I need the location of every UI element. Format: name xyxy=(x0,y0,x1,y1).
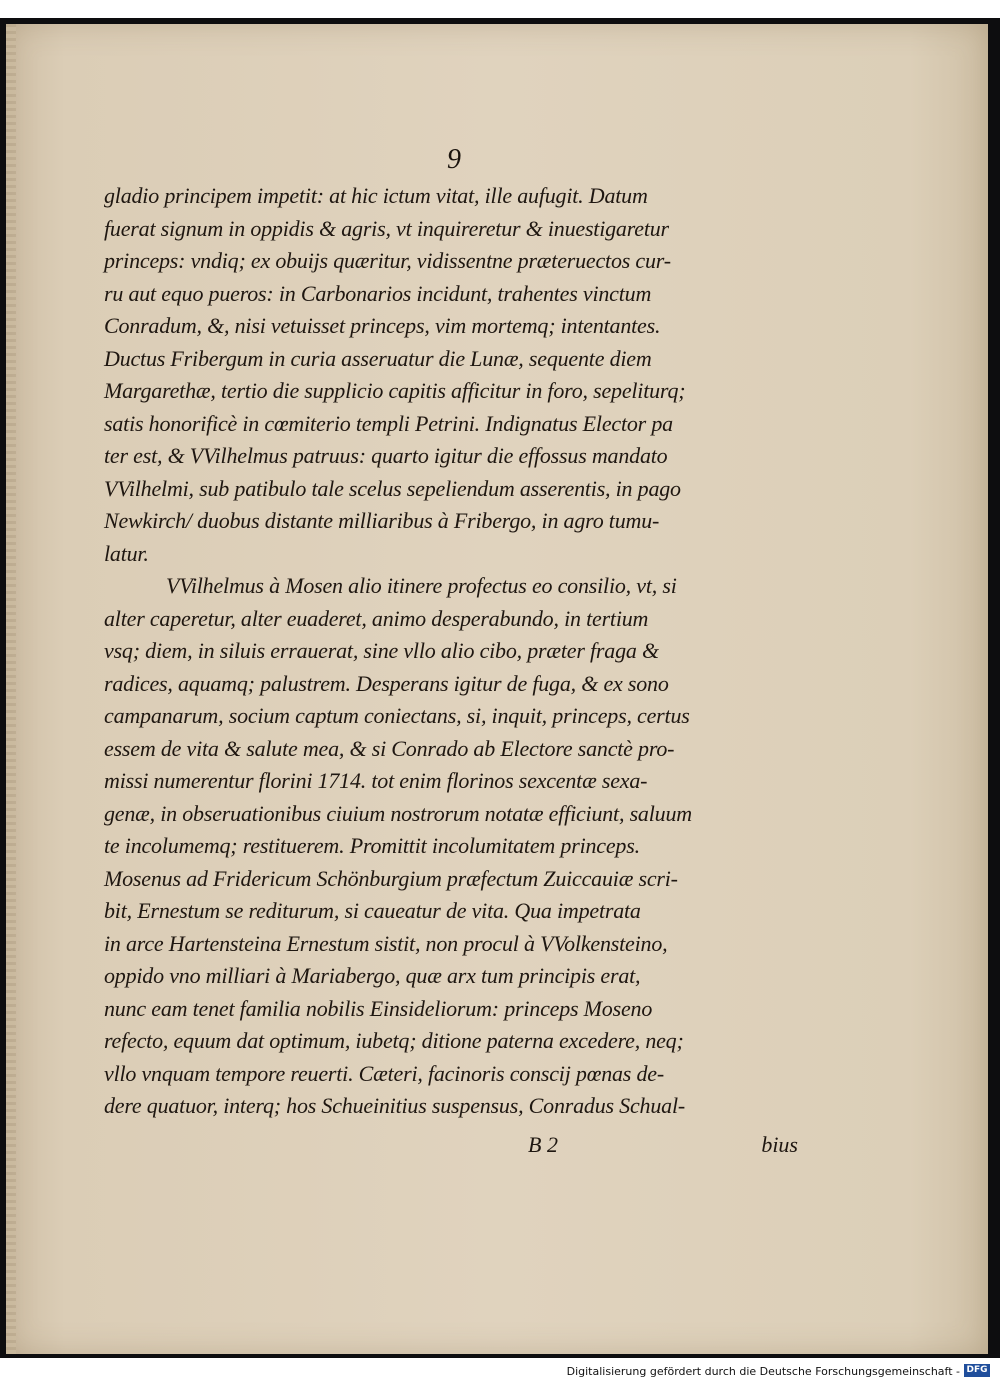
text-line: dere quatuor, interq; hos Schueinitius suspensus, Conradus Schual- xyxy=(104,1093,685,1118)
dfg-logo-icon[interactable]: DFG xyxy=(964,1364,990,1377)
text-line: satis honorificè in cœmiterio templi Petrini. Indignatus Elector pa xyxy=(104,410,673,436)
text-line: nunc eam tenet familia nobilis Einsideliorum: princeps Moseno xyxy=(104,995,653,1021)
catchword: bius xyxy=(761,1132,798,1157)
body-text xyxy=(104,180,798,1123)
text-line: missi numerentur florini 1714. tot enim florinos sexcentæ sexa- xyxy=(104,768,648,793)
text-line: oppido vno milliari à Mariabergo, quæ arx tum principis erat, xyxy=(104,963,641,988)
text-line: alter caperetur, alter euaderet, animo desperabundo, in tertium xyxy=(104,605,649,631)
text-line: VVilhelmus à Mosen alio itinere profectus eo consilio, vt, si xyxy=(166,573,677,598)
text-line: genæ, in obseruationibus ciuium nostrorum notatæ efficiunt, saluum xyxy=(104,800,692,826)
text-line: ter est, & VVilhelmus patruus: quarto igitur die effossus mandato xyxy=(104,443,668,468)
text-line: Conradum, &, nisi vetuisset princeps, vim mortemq; intentantes. xyxy=(104,313,661,338)
text-line: princeps: vndiq; ex obuijs quæritur, vidissentne præteruectos cur- xyxy=(104,248,671,273)
text-line: refecto, equum dat optimum, iubetq; ditione paterna excedere, neq; xyxy=(104,1028,684,1053)
text-line: Newkirch/ duobus distante milliaribus à Fribergo, in agro tumu- xyxy=(104,508,660,533)
catchword-row xyxy=(104,1132,798,1162)
text-line: Margarethæ, tertio die supplicio capitis afficitur in foro, sepeliturq; xyxy=(104,378,686,403)
text-line: fuerat signum in oppidis & agris, vt inquireretur & inuestigaretur xyxy=(104,215,669,241)
text-line: campanarum, socium captum coniectans, si, inquit, princeps, certus xyxy=(104,703,690,728)
text-line: vsq; diem, in siluis errauerat, sine vllo alio cibo, præter fraga & xyxy=(104,638,659,663)
funding-notice: Digitalisierung gefördert durch die Deutsche Forschungsgemeinschaft - xyxy=(566,1365,960,1378)
book-page xyxy=(6,24,988,1354)
text-line: Ductus Fribergum in curia asseruatur die Lunæ, sequente diem xyxy=(104,345,652,371)
text-line: in arce Hartensteina Ernestum sistit, non procul à VVolkensteino, xyxy=(104,930,668,956)
text-line: latur. xyxy=(104,540,149,566)
signature-mark: B 2 xyxy=(528,1132,558,1157)
text-line: bit, Ernestum se rediturum, si caueatur de vita. Qua impetrata xyxy=(104,898,641,923)
text-line: gladio principem impetit: at hic ictum vitat, ille aufugit. Datum xyxy=(104,183,648,208)
page-number: 9 xyxy=(447,144,461,175)
footer-bar xyxy=(0,1358,1000,1383)
scan-frame xyxy=(0,18,1000,1358)
text-line: ru aut equo pueros: in Carbonarios incidunt, trahentes vinctum xyxy=(104,280,652,306)
text-line: te incolumemq; restituerem. Promittit incolumitatem princeps. xyxy=(104,833,640,858)
text-line: vllo vnquam tempore reuerti. Cæteri, facinoris conscij pœnas de- xyxy=(104,1060,664,1086)
text-line: Mosenus ad Fridericum Schönburgium præfectum Zuiccauiæ scri- xyxy=(104,865,678,891)
text-line: essem de vita & salute mea, & si Conrado ab Electore sanctè pro- xyxy=(104,735,675,761)
page-edge xyxy=(6,24,16,1354)
text-line: VVilhelmi, sub patibulo tale scelus sepeliendum asserentis, in pago xyxy=(104,475,681,501)
text-line: radices, aquamq; palustrem. Desperans igitur de fuga, & ex sono xyxy=(104,670,669,696)
